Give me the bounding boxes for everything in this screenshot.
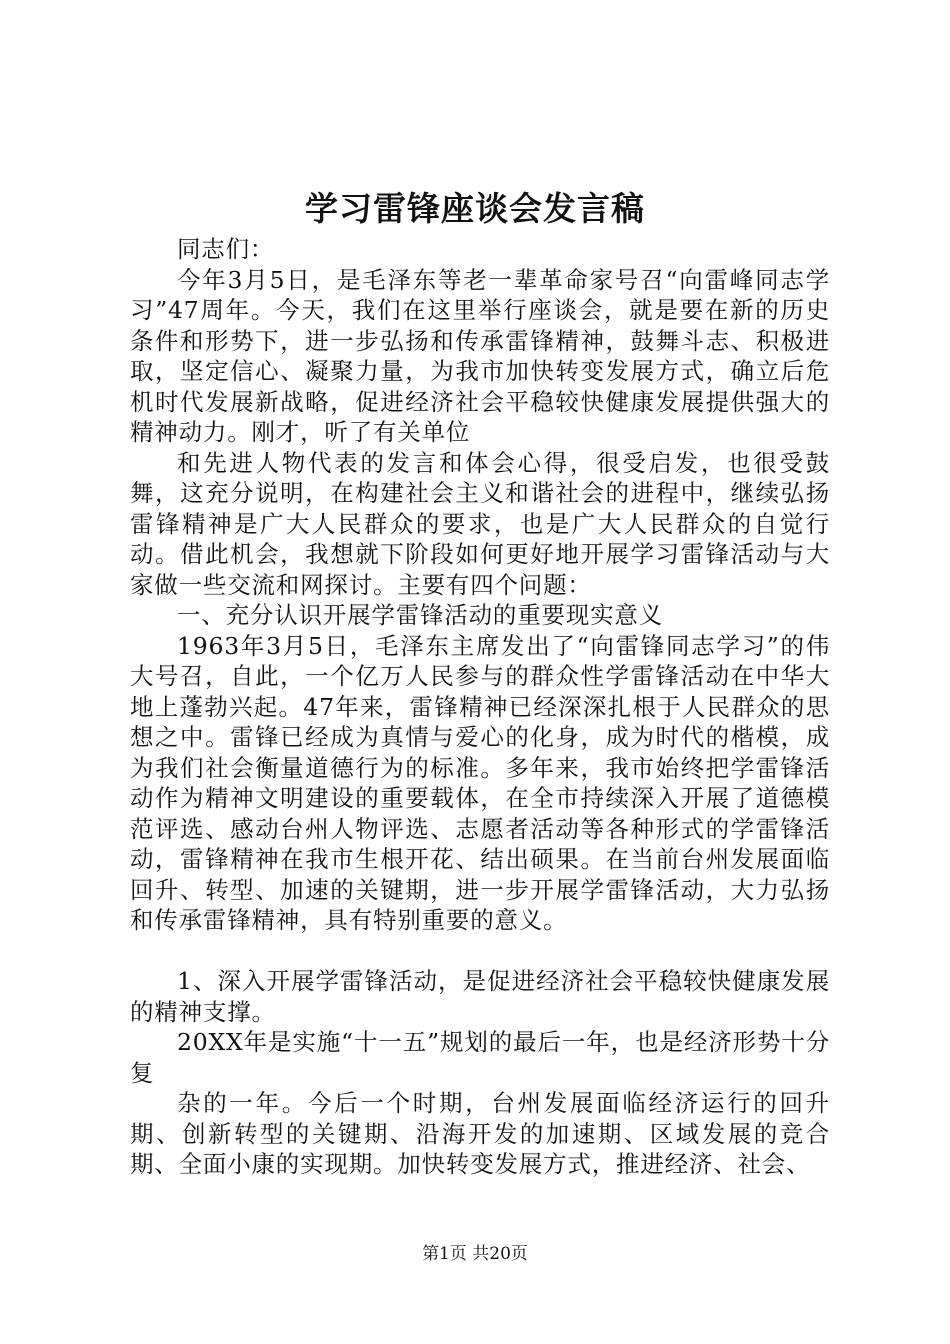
document-title: 学习雷锋座谈会发言稿 <box>305 189 645 228</box>
paragraph-salutation: 同志们： <box>177 235 275 263</box>
paragraph: 杂的一年。今后一个时期，台州发展面临经济运行的回升期、创新转型的关键期、沿海开发的加速期、区域发展的竞合期、全面小康的实现期。加快转变发展方式，推进经济、社会、 <box>130 1089 830 1178</box>
paragraph: 1963年3月5日，毛泽东主席发出了“向雷锋同志学习”的伟大号召，自此，一个亿万人民参与的群众性学雷锋活动在中华大地上蓬勃兴起。47年来，雷锋精神已经深深扎根于人民群众的思想之中。雷锋已经成为真情与爱心的化身，成为时代的楷模，成为我们社会衡量道德行为的标准。多年来，我市始终把学雷锋活动作为精神文明建设的重要载体，在全市持续深入开展了道德模范评选、感动台州人物评选、志愿者活动等各种形式的学雷锋活动，雷锋精神在我市生根开花、结出硕果。在当前台州发展面临回升、转型、加速的关键期，进一步开展学雷锋活动，大力弘扬和传承雷锋精神，具有特别重要的意义。 <box>130 631 830 934</box>
document-body <box>130 234 830 1180</box>
paragraph: 今年3月5日，是毛泽东等老一辈革命家号召“向雷峰同志学习”47周年。今天，我们在这里举行座谈会，就是要在新的历史条件和形势下，进一步弘扬和传承雷锋精神，鼓舞斗志、积极进取，坚定信心、凝聚力量，为我市加快转变发展方式，确立后危机时代发展新战略，促进经济社会平稳较快健康发展提供强大的精神动力。刚才，听了有关单位 <box>130 265 830 446</box>
subsection-heading: 1、深入开展学雷锋活动，是促进经济社会平稳较快健康发展的精神支撑。 <box>130 967 830 1026</box>
paragraph: 20XX年是实施“十一五”规划的最后一年，也是经济形势十分复 <box>130 1028 830 1087</box>
section-heading: 一、充分认识开展学雷锋活动的重要现实意义 <box>177 601 663 629</box>
paragraph: 和先进人物代表的发言和体会心得，很受启发，也很受鼓舞，这充分说明，在构建社会主义和谐社会的进程中，继续弘扬雷锋精神是广大人民群众的要求，也是广大人民群众的自觉行动。借此机会，我想就下阶段如何更好地开展学习雷锋活动与大家做一些交流和网探讨。主要有四个问题： <box>130 448 830 599</box>
page-number-footer: 第1页 共20页 <box>422 1244 528 1264</box>
